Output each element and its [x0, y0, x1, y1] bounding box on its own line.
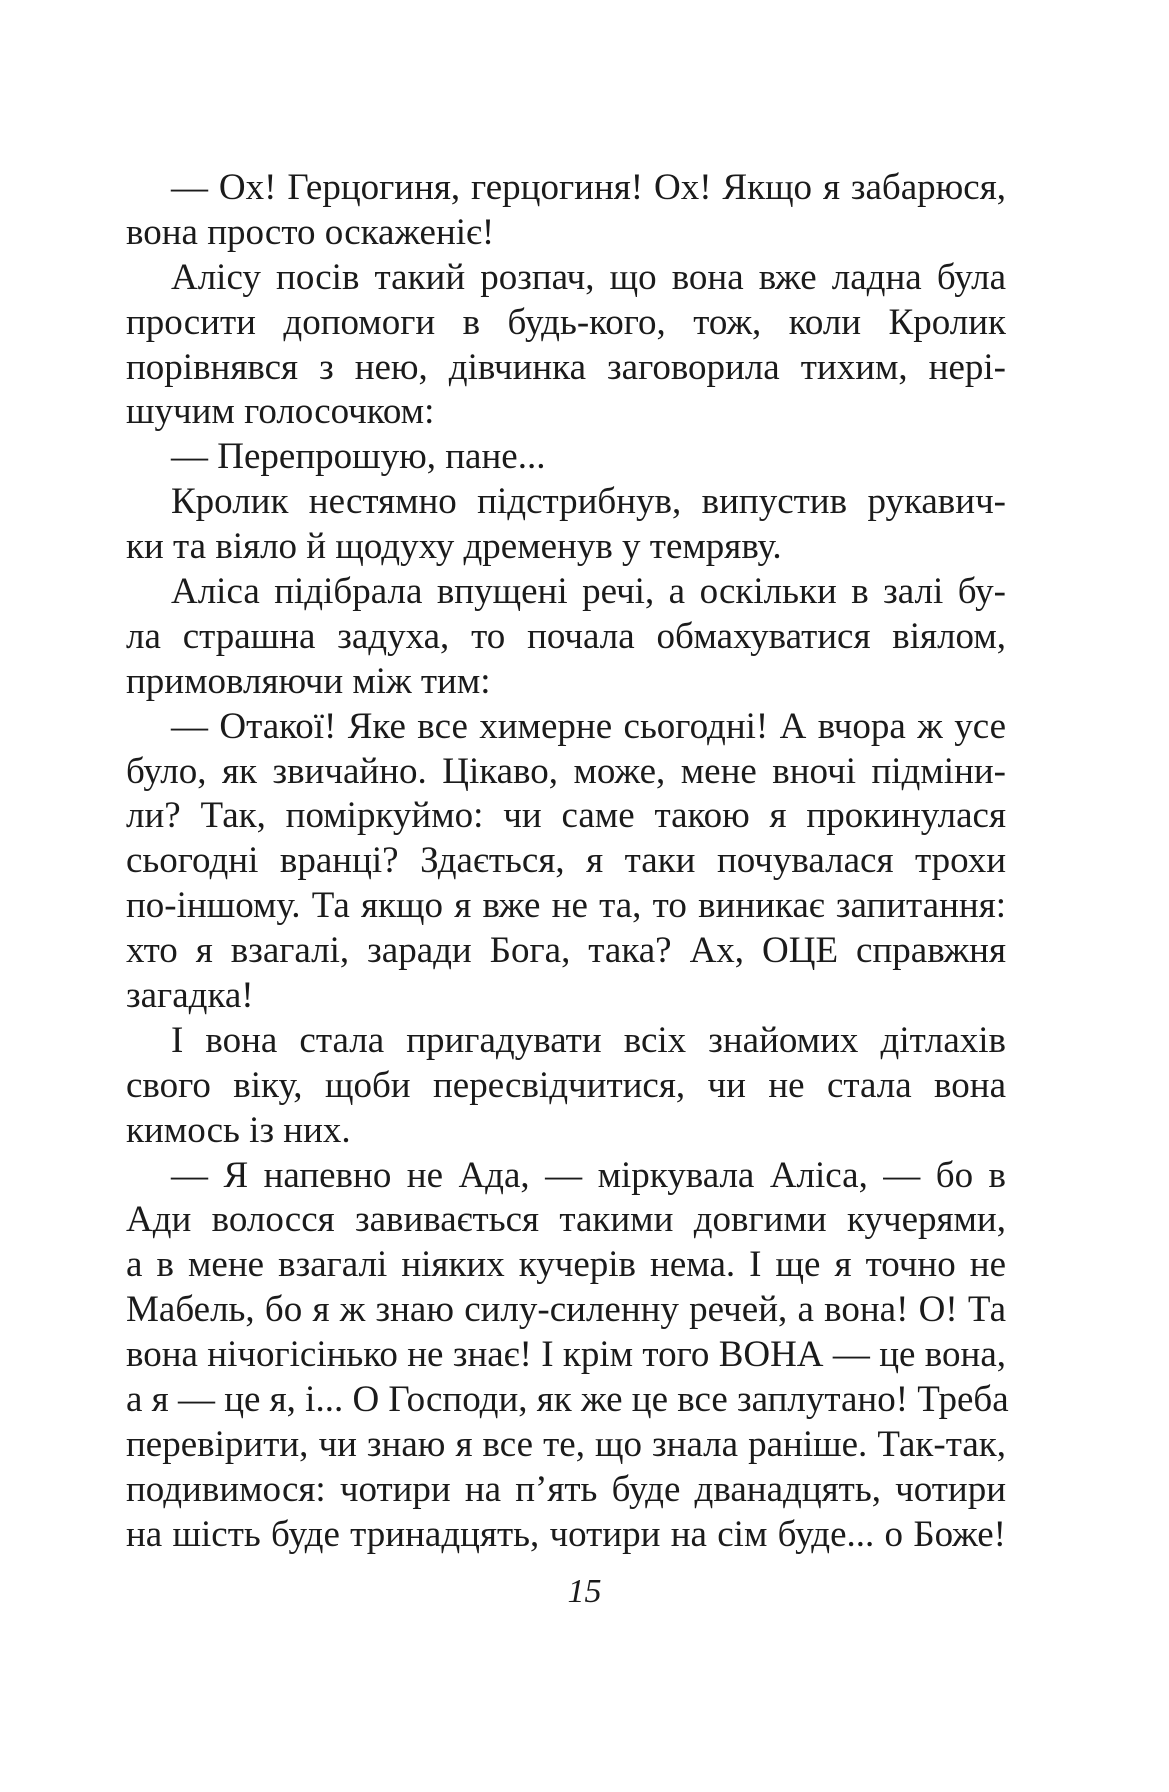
text-line: Мабель, бо я ж знаю силу-силенну речей, а вона! О! Та	[126, 1289, 1006, 1331]
text-line: кимось із них.	[126, 1109, 351, 1151]
text-line: І вона стала пригадувати всіх знайомих дітлахів	[171, 1019, 1006, 1061]
text-line: Алісу посів такий розпач, що вона вже ладна була	[171, 256, 1006, 298]
text-line: було, як звичайно. Цікаво, може, мене вночі підміни-	[126, 750, 1006, 792]
text-line: свого віку, щоби пересвідчитися, чи не стала вона	[126, 1064, 1006, 1106]
page-number: 15	[567, 1573, 602, 1610]
text-line: на шість буде тринадцять, чотири на сім буде... о Боже!	[126, 1513, 1006, 1555]
text-line: а в мене взагалі ніяких кучерів нема. І ще я точно не	[126, 1244, 1006, 1286]
text-line: хто я взагалі, заради Бога, така? Ах, ОЦЕ справжня	[126, 930, 1006, 972]
text-line: перевірити, чи знаю я все те, що знала раніше. Так-так,	[126, 1423, 1006, 1465]
text-line: вона просто оскаженіє!	[126, 211, 495, 253]
text-line: сьогодні вранці? Здається, я таки почувалася трохи	[126, 840, 1006, 882]
text-line: — Отакої! Яке все химерне сьогодні! А вчора ж усе	[171, 705, 1006, 747]
text-line: по-іншому. Та якщо я вже не та, то виникає запитання:	[126, 885, 1006, 927]
text-line: Ади волосся завивається такими довгими кучерями,	[126, 1199, 1006, 1241]
text-line: загадка!	[126, 975, 254, 1017]
text-line: Кролик нестямно підстрибнув, випустив рукавич-	[171, 481, 1006, 523]
text-line: шучим голосочком:	[126, 391, 435, 433]
text-line: — Ох! Герцогиня, герцогиня! Ох! Якщо я забарюся,	[171, 167, 1006, 208]
text-line: ла страшна задуха, то почала обмахуватися віялом,	[126, 615, 1006, 657]
text-line: — Перепрошую, пане...	[171, 436, 546, 478]
text-line: вона нічогісінько не знає! І крім того ВОНА — це вона,	[126, 1334, 1006, 1376]
text-line: примовляючи між тим:	[126, 660, 491, 702]
body-text	[126, 166, 1009, 1558]
text-line: Аліса підібрала впущені речі, а оскільки в залі бу-	[171, 571, 1006, 613]
text-line: — Я напевно не Ада, — міркувала Аліса, — бо в	[171, 1154, 1006, 1196]
text-line: порівнявся з нею, дівчинка заговорила тихим, нері-	[126, 346, 1006, 388]
text-line: а я — це я, і... О Господи, як же це все заплутано! Треба	[126, 1379, 1009, 1421]
text-line: ки та віяло й щодуху дременув у темряву.	[126, 526, 782, 568]
text-line: подивимося: чотири на п’ять буде дванадцять, чотири	[126, 1468, 1006, 1510]
text-line: ли? Так, поміркуймо: чи саме такою я прокинулася	[126, 795, 1006, 837]
text-line: просити допомоги в будь-кого, тож, коли Кролик	[126, 301, 1006, 343]
